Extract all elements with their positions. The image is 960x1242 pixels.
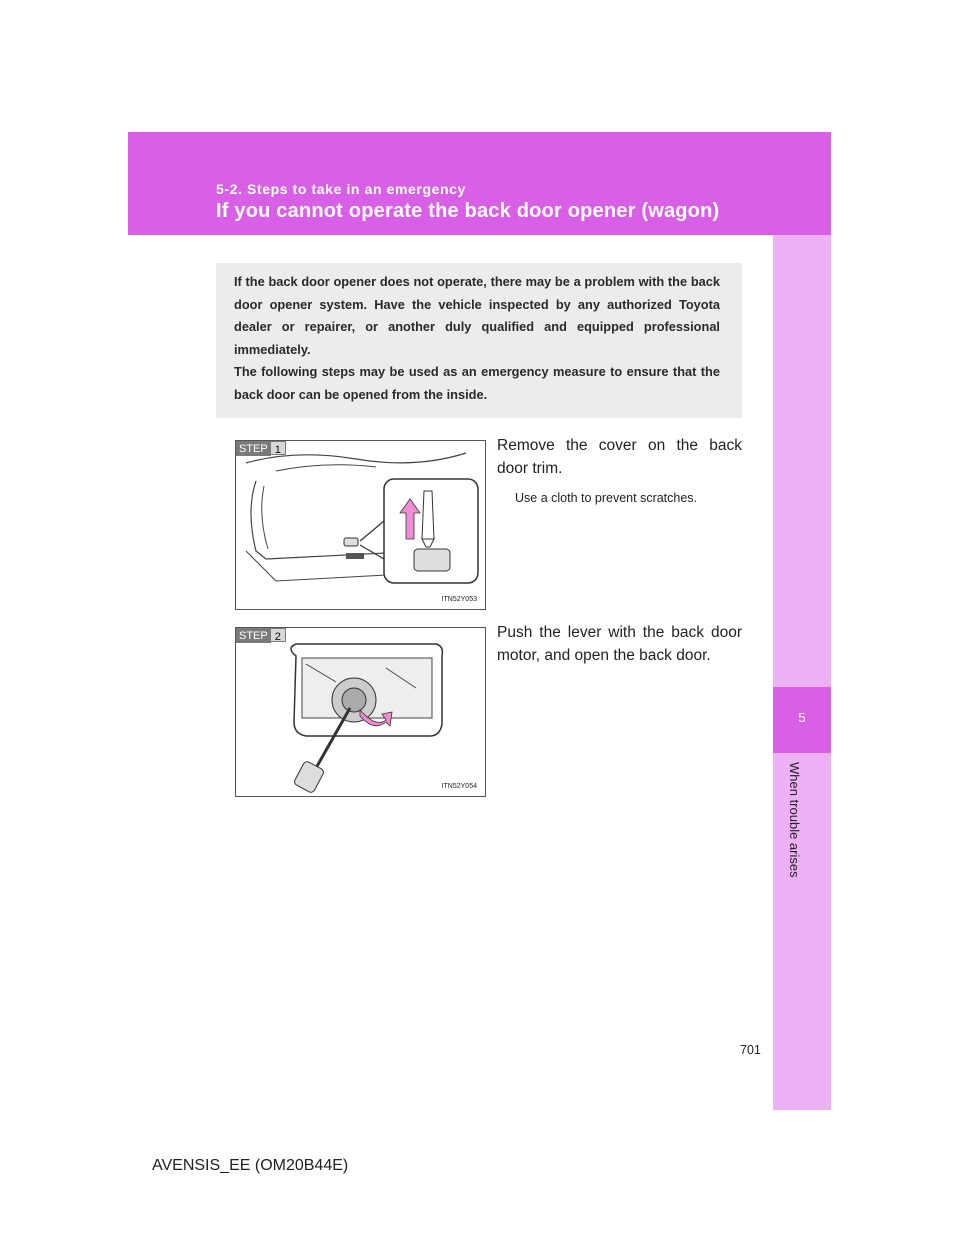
section-label: 5-2. Steps to take in an emergency	[216, 181, 466, 197]
step-2-badge-label: STEP	[236, 628, 271, 643]
step-1-badge	[236, 441, 286, 456]
step-2-figure	[235, 627, 486, 797]
chapter-title: When trouble arises	[787, 762, 802, 878]
page-title: If you cannot operate the back door opener (wagon)	[216, 200, 720, 222]
intro-line-1: If the back door opener does not operate, there may be a problem with the back door opener system. Have the vehicle inspected by any authorized Toyota dealer or repairer, or another duly qualified and equipped professional immediately.	[234, 274, 720, 357]
step-1-badge-label: STEP	[236, 441, 271, 456]
step-2-figure-code: ITN52Y054	[441, 783, 477, 790]
intro-text	[234, 271, 720, 406]
step-1-text: Remove the cover on the back door trim.	[497, 437, 742, 477]
step-1-note: Use a cloth to prevent scratches.	[515, 491, 698, 505]
back-door-trim-illustration	[236, 441, 485, 609]
step-1-figure	[235, 440, 486, 610]
chapter-side-tab	[773, 235, 831, 1110]
document-code: AVENSIS_EE (OM20B44E)	[152, 1157, 349, 1174]
step-2-badge-number: 2	[271, 628, 286, 642]
page-number: 701	[740, 1043, 761, 1057]
intro-box	[216, 263, 742, 418]
step-2-badge	[236, 628, 286, 643]
step-2-text: Push the lever with the back door motor, and open the back door.	[497, 624, 742, 664]
back-door-motor-illustration	[236, 628, 485, 797]
chapter-number: 5	[798, 710, 806, 725]
step-1-badge-number: 1	[271, 441, 286, 455]
intro-line-2: The following steps may be used as an emergency measure to ensure that the back door can be opened from the inside.	[234, 364, 720, 402]
step-1-figure-code: ITN52Y053	[441, 596, 477, 603]
chapter-number-box	[773, 687, 831, 753]
